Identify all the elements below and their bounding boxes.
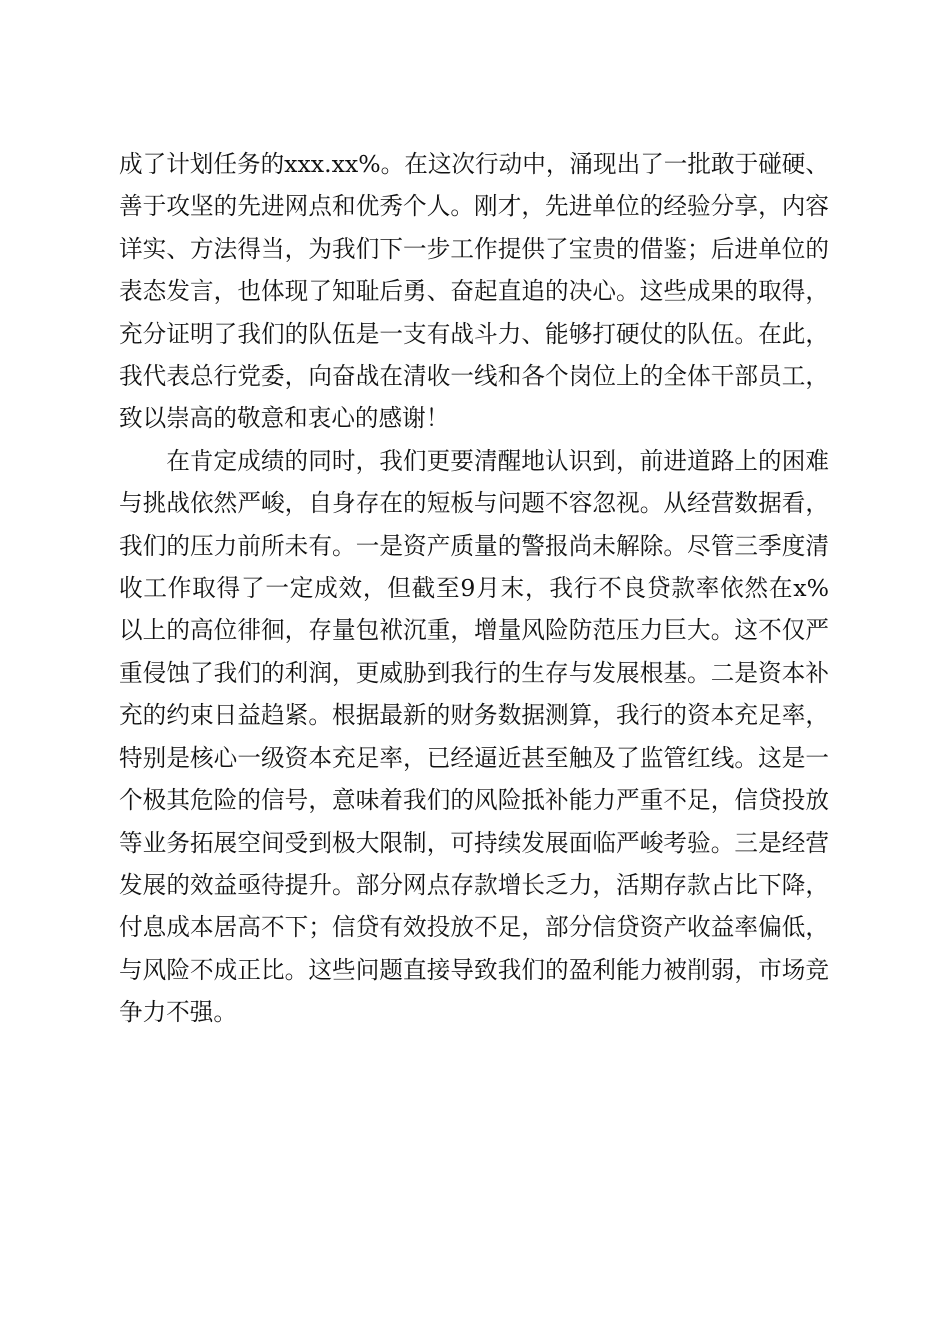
paragraph-challenges: 在肯定成绩的同时，我们更要清醒地认识到，前进道路上的困难与挑战依然严峻，自身存在的短板与问题不容忽视。从经营数据看，我们的压力前所未有。一是资产质量的警报尚未解除。尽管三季度清收工作取得了一定成效，但截至9月末，我行不良贷款率依然在x%以上的高位徘徊，存量包袱沉重，增量风险防范压力巨大。这不仅严重侵蚀了我们的利润，更威胁到我行的生存与发展根基。二是资本补充的约束日益趋紧。根据最新的财务数据测算，我行的资本充足率，特别是核心一级资本充足率，已经逼近甚至触及了监管红线。这是一个极其危险的信号，意味着我们的风险抵补能力严重不足，信贷投放等业务拓展空间受到极大限制，可持续发展面临严峻考验。三是经营发展的效益亟待提升。部分网点存款增长乏力，活期存款占比下降，付息成本居高不下；信贷有效投放不足，部分信贷资产收益率偏低，与风险不成正比。这些问题直接导致我们的盈利能力被削弱，市场竞争力不强。: [119, 446, 829, 1027]
document-body: [119, 143, 829, 1034]
paragraph-continuation: 成了计划任务的xxx.xx%。在这次行动中，涌现出了一批敢于碰硬、善于攻坚的先进网点和优秀个人。刚才，先进单位的经验分享，内容详实、方法得当，为我们下一步工作提供了宝贵的借鉴；后进单位的表态发言，也体现了知耻后勇、奋起直追的决心。这些成果的取得，充分证明了我们的队伍是一支有战斗力、能够打硬仗的队伍。在此，我代表总行党委，向奋战在清收一线和各个岗位上的全体干部员工，致以崇高的敬意和衷心的感谢！: [119, 150, 829, 433]
